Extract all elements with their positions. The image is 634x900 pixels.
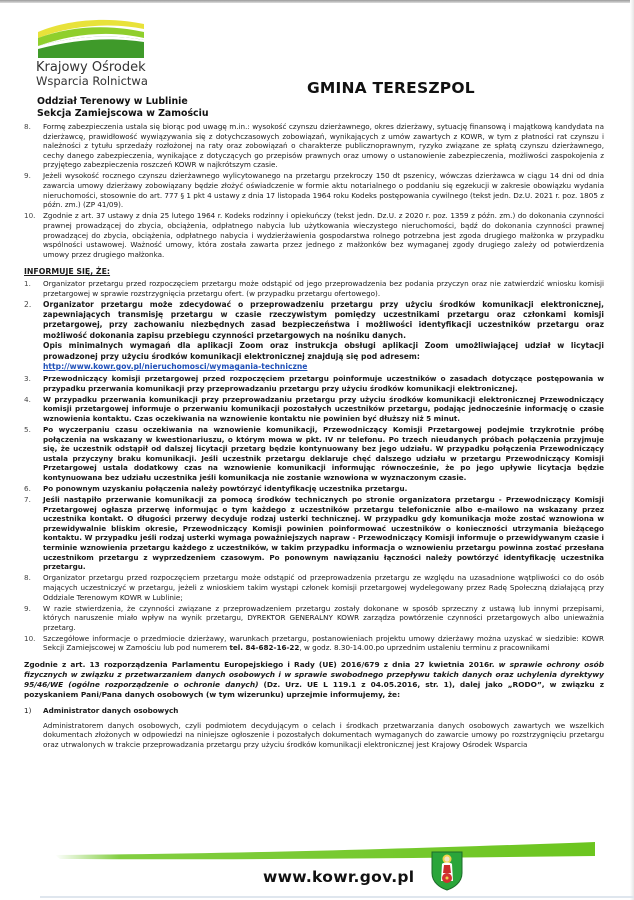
- footer-website: www.kowr.gov.pl: [263, 868, 415, 886]
- gdpr-section-number: 1): [24, 706, 32, 716]
- branch-office-line1: Oddział Terenowy w Lublinie: [37, 96, 188, 107]
- item-text: Szczegółowe informacje o przedmiocie dzierżawy, warunkach przetargu, postanowieniach projektu umowy dzierżawy można uzyskać w siedzibie: KOWR Sekcji Zamiejscowej w Zamościu lub pod numerem: [43, 633, 604, 653]
- list-item: [24, 122, 604, 170]
- list-item: [24, 211, 604, 259]
- list-item: [24, 425, 604, 483]
- kowr-logo: [36, 18, 161, 88]
- footer-rule: [40, 896, 634, 898]
- gdpr-intro: Zgodnie z art. 13 rozporządzenia Parlamentu Europejskiego i Rady (UE) 2016/679 z dnia 27 kwietnia 2016r.: [24, 660, 495, 670]
- gdpr-section-administrator: [24, 706, 604, 749]
- item-number: 1.: [24, 278, 31, 288]
- item-number: 8.: [24, 122, 31, 131]
- scan-right-edge: [630, 0, 634, 900]
- item-text: Organizator przetargu przed rozpoczęciem przetargu może odstąpić od przeprowadzenia przetargu ze względu na uzasadnione wątpliwości co do osób mających uczestniczyć w przetargu, jeżeli z wnioskiem takim wystąpi członek komisji przetargowej wydelegowany przez Radę Społeczną działającą przy Oddziale Terenowym KOWR w Lublinie;: [43, 573, 604, 602]
- info-heading: INFORMUJE SIĘ, ŻE:: [24, 267, 111, 277]
- gdpr-section-text: Administratorem danych osobowych, czyli podmiotem decydującym o celach i środkach przetwarzania danych osobowych zawartych we wszelkich dokumentach złożonych w odpowiedzi na niniejsze ogłoszenie i pozostałych dokumentach wymaganych do zawarcie umowy po rozstrzygnięciu przetargu oraz utrwalonych w trakcie przeprowadzania przetargu przy użyciu środków komunikacji elektronicznej jest Krajowy Ośrodek Wsparcia: [43, 720, 604, 749]
- list-item: [24, 604, 604, 633]
- item-text: Jeśli nastąpiło przerwanie komunikacji za pomocą środków technicznych po stronie organizatora przetargu - Przewodniczący Komisji Przetargowej ogłasza przerwę informując o tym każdego z uczestników przetargu telefonicznie albo e-mailowo na wskazany przez uczestnika kontakt. O długości przerwy decyduje rodzaj usterki technicznej. W przypadku gdy komunikacja może zostać wznowiona w przewidywalnie bliskim okresie, Przewodniczący Komisji powinien poinformować uczestników o konieczności utrzymania bieżącego kontaktu. W przypadku jeśli rodzaj usterki wymaga poważniejszych napraw - Przewodniczący Komisji informuje o przewidywanym czasie i terminie wznowienia przetargu każdego z uczestników, w takim przypadku informacja o wznowieniu przetargu powinna zostać przesłana uczestnikom przetargu z wyprzedzeniem czasowym. Po ponownym nawiązaniu łączności należy powtórzyć identyfikację uczestnika przetargu.: [43, 495, 604, 572]
- item-text: Po ponownym uzyskaniu połączenia należy powtórzyć identyfikację uczestnika przetargu.: [43, 483, 408, 493]
- item-text: W przypadku przerwania komunikacji przy przeprowadzaniu przetargu przy użyciu środków komunikacji elektronicznej Przewodniczący komisji przetargowej informuje o przerwaniu komunikacji pozostałych uczestników przetargu, podając jednocześnie informację o czasie wznowienia kontaktu. Czas oczekiwania na wznowienie kontaktu nie powinien być dłuższy niż 5 minut.: [43, 394, 604, 423]
- scan-top-edge: [0, 0, 634, 3]
- item-text: Jeżeli wysokość rocznego czynszu dzierżawnego wylicytowanego na przetargu przekroczy 150 dt pszenicy, wówczas dzierżawca w ciągu 14 dni od dnia zawarcia umowy dzierżawy zobowiązany będzie złożyć oświadczenie w formie aktu notarialnego o poddaniu się egzekucji w zakresie obowiązku wydania nieruchomości, stosownie do art. 777 § 1 pkt 4 ustawy z dnia 17 listopada 1964 roku Kodeks postępowania cywilnego (tekst jedn. Dz.U. 2021 r. poz. 1805 z późn. zm.) (ZP 41/09).: [43, 171, 604, 210]
- gdpr-intro-end: (Dz. Urz. UE L 119.1 z 04.05.2016, str. 1), dalej jako „RODO”, w związku z pozyskaniem Pani/Pana danych osobowych (w tym wizerunku) uprzejmie informujemy, że:: [24, 680, 604, 700]
- kowr-logo-icon: [36, 18, 146, 58]
- item-text: Organizator przetargu przed rozpoczęciem przetargu może odstąpić od jego przeprowadzenia bez podania przyczyn oraz nie zatwierdzić wniosku komisji przetargowej w sprawie rozstrzygnięcia przetargu ofert. (w przypadku przetargu ofertowego).: [43, 278, 604, 298]
- list-item: [24, 573, 604, 602]
- item-number: 10.: [24, 633, 36, 643]
- item-number: 3.: [24, 373, 31, 383]
- item-number: 8.: [24, 573, 31, 583]
- gdpr-section-heading: [24, 706, 604, 716]
- document-body: [24, 122, 604, 749]
- item-text: W razie stwierdzenia, że czynności związane z przeprowadzeniem przetargu zostały dokonane w sposób sprzeczny z ustawą lub innymi przepisami, których naruszenie miało wpływ na wynik przetargu, DYREKTOR GENERALNY KOWR zarządza powtórzenie czynności przetargowych albo unieważnia przetarg.: [43, 603, 604, 632]
- gdpr-notice: [24, 660, 604, 700]
- item-text: Po wyczerpaniu czasu oczekiwania na wznowienie komunikacji, Przewodniczący Komisji Przetargowej podejmie trzykrotnie próbę połączenia na wskazany w kwestionariuszu, o którym mowa w pkt. IV nr telefonu. Po trzech nieudanych próbach połączenia przyjmuje się, że uczestnik odstąpił od dalszej licytacji przetarg będzie kontynuowany bez jego udziału. W przypadku połączenia Przewodniczący ustala przyczyny braku komunikacji. Jeśli uczestnik przetargu deklaruje chęć dalszego udziału w przetargu Przewodniczący Komisji Przetargowej ustala dodatkowy czas na wznowienie komunikacji informując równocześnie, że po jego upływie licytacja będzie kontynuowana bez udziału uczestnika jeśli komunikacja nie zostanie wznowiona w wyznaczonym czasie.: [43, 424, 604, 482]
- list-item: [24, 279, 604, 298]
- item-number: 5.: [24, 424, 31, 434]
- info-list: [24, 279, 604, 653]
- item-text-end: , w godz. 8.30-14.00.po uprzednim ustaleniu terminu z pracownikami: [299, 643, 550, 653]
- logo-text-line1: Krajowy Ośrodek: [36, 60, 146, 75]
- list-item: [24, 395, 604, 424]
- item-text: Organizator przetargu może zdecydować o przeprowadzeniu przetargu przy użyciu środków komunikacji elektronicznej, zapewniających transmisję przetargu w czasie rzeczywistym pomiędzy uczestnikami przetargu oraz członkami komisji przetargowej, przy zachowaniu niezbędnych zasad bezpieczeństwa i możliwości identyfikacji uczestników przetargu oraz możliwość dokonania zapisu przebiegu czynności przetargowych na nośniku danych.: [43, 299, 604, 340]
- list-item: [24, 484, 604, 494]
- list-item: [24, 300, 604, 373]
- branch-office-line2: Sekcja Zamiejscowa w Zamościu: [37, 108, 209, 119]
- list-item: [24, 495, 604, 572]
- conditions-list: [24, 122, 604, 259]
- item-number: 4.: [24, 394, 31, 404]
- list-item: [24, 374, 604, 393]
- gdpr-section-title: Administrator danych osobowych: [43, 706, 179, 716]
- phone-number: tel. 84-682-16-22: [229, 643, 300, 653]
- technical-requirements-link[interactable]: http://www.kowr.gov.pl/nieruchomosci/wymagania-techniczne: [43, 362, 308, 372]
- item-text: Przewodniczący komisji przetargowej przed rozpoczęciem przetargu poinformuje uczestników o zasadach dotyczące postępowania w przypadku przerwania komunikacji przy przeprowadzaniu przetargu przy użyciu środków komunikacji elektronicznej.: [43, 373, 604, 393]
- list-item: [24, 634, 604, 653]
- item-number: 6.: [24, 483, 31, 493]
- item-text-zoom: Opis minimalnych wymagań dla aplikacji Zoom oraz instrukcja obsługi aplikacji Zoom umożliwiającej udział w licytacji prowadzonej przy użyciu środków komunikacji elektronicznej znajdują się pod adresem:: [43, 341, 604, 361]
- tereszpol-coat-of-arms: [431, 851, 463, 895]
- item-number: 9.: [24, 171, 31, 181]
- coat-of-arms-icon: [431, 851, 463, 891]
- item-number: 2.: [24, 299, 32, 309]
- item-text: Zgodnie z art. 37 ustawy z dnia 25 lutego 1964 r. Kodeks rodzinny i opiekuńczy (tekst jedn. Dz.U. z 2020 r. poz. 1359 z późn. zm.) do dokonania czynności prawnej prowadzącej do zbycia, obciążenia, odpłatnego nabycia lub użytkowania wieczystego nieruchomości, bądź do dokonania czynności prawnej prowadzącej do zbycia, obciążenia, odpłatnego nabycia i wydzierżawienia gospodarstwa rolnego potrzebna jest zgoda drugiego małżonka w przypadku wspólności ustawowej. Ważność umowy, która została zawarta przez jednego z małżonków bez wymaganej zgody drugiego zależy od potwierdzenia umowy przez drugiego małżonka.: [43, 211, 604, 259]
- gdpr-regulation-title: w sprawie ochrony osób fizycznych w związku z przetwarzaniem danych osobowych i w sprawie swobodnego przepływu takich danych oraz uchylenia dyrektywy 95/46/WE (ogólne rozporządzenie o ochronie danych): [24, 660, 604, 690]
- item-number: 9.: [24, 603, 31, 613]
- item-number: 7.: [24, 495, 31, 505]
- list-item: [24, 171, 604, 209]
- branch-office: [37, 96, 209, 120]
- logo-text-line2: Wsparcia Rolnictwa: [36, 74, 148, 88]
- municipality-title: GMINA TERESZPOL: [307, 79, 475, 97]
- item-text: Formę zabezpieczenia ustala się biorąc pod uwagę m.in.: wysokość czynszu dzierżawnego, okres dzierżawy, sytuację finansową i majątkową kandydata na dzierżawcę, prawidłowość wywiązywania się z dotychczasowych zobowiązań, wynikających z umów zawartych z KOWR, w tym z płatności rat czynszu i należności z tytułu sprzedaży rozłożonej na raty oraz zobowiązań o charakterze publicznoprawnym, ryzyko związane ze spłatą czynszu dzierżawnego, cechy danego zabezpieczenia, wynikające z dotyczących go przepisów prawnych oraz umowy o ustanowienie zabezpieczenia, możliwości zaspokojenia z przyjętego zabezpieczenia roszczeń KOWR w najkrótszym czasie.: [43, 122, 604, 170]
- item-number: 10.: [24, 211, 36, 221]
